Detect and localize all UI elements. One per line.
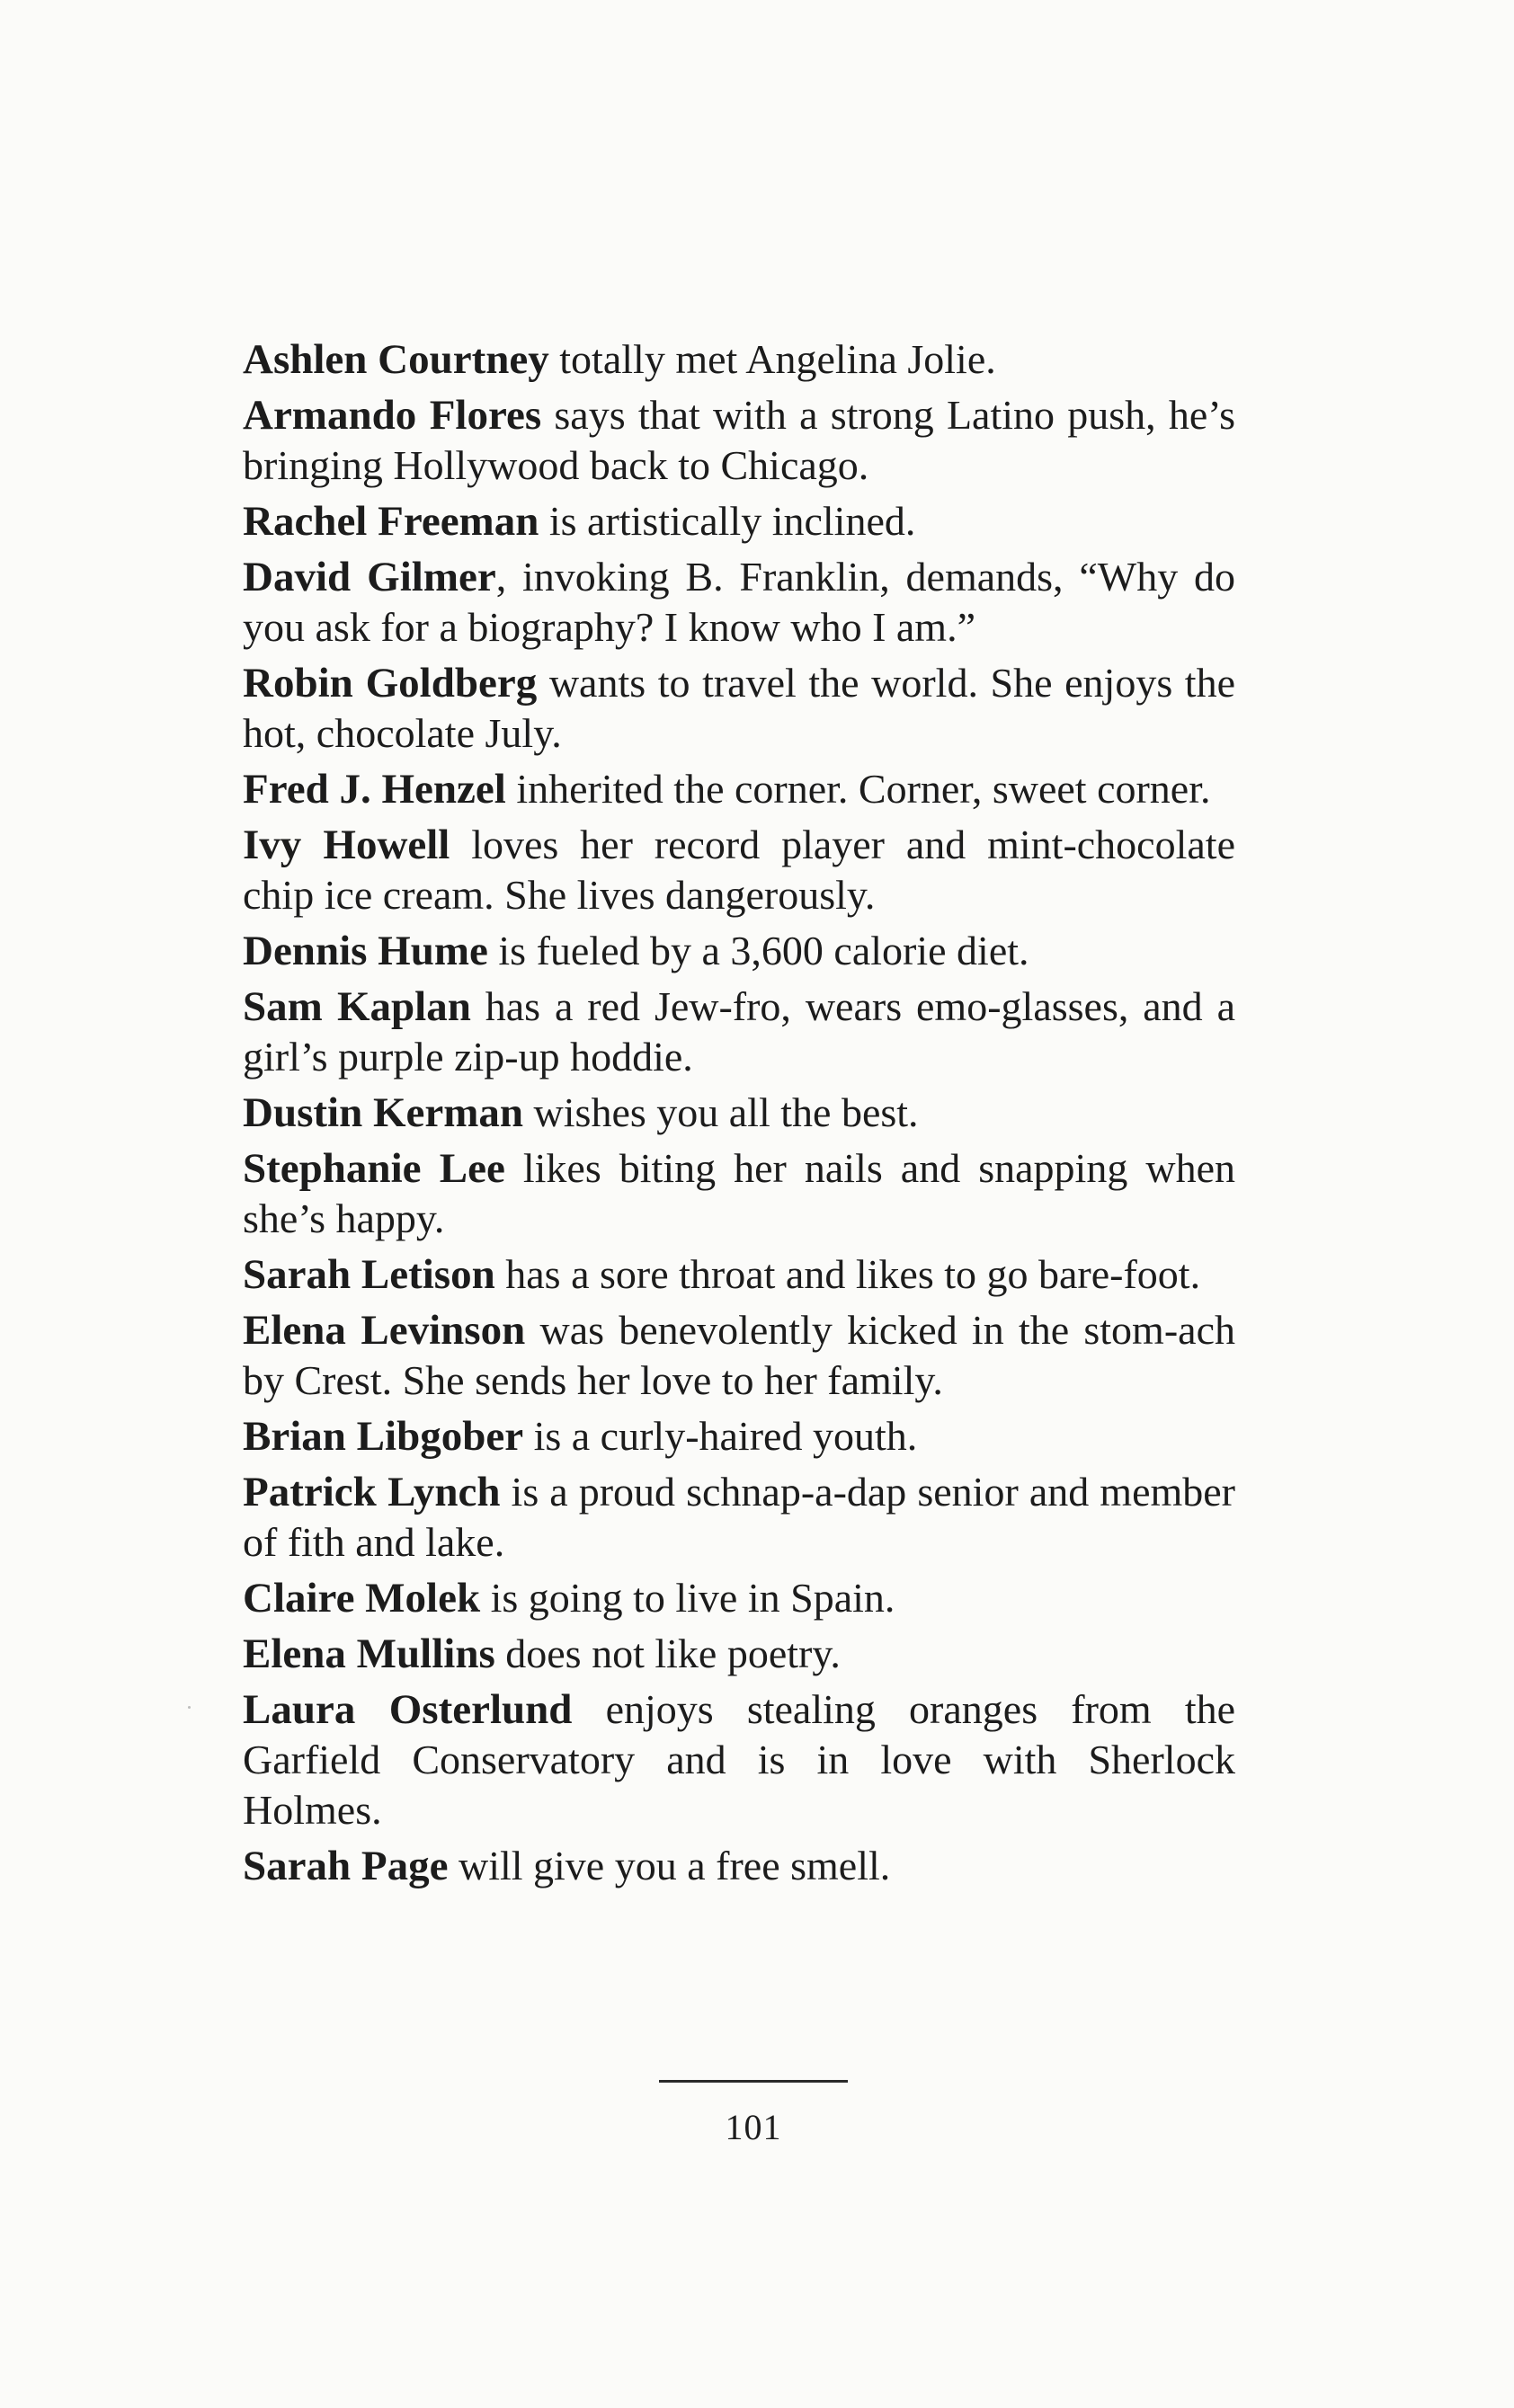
bio-entry [243,334,1235,385]
bio-entry [243,764,1235,814]
bio-name: Elena Mullins [243,1631,495,1677]
paper-speck [188,1706,191,1709]
bio-entry [243,390,1235,491]
bio-entry [243,1684,1235,1835]
bio-name: David Gilmer [243,554,496,600]
bio-name: Ivy Howell [243,822,450,868]
bio-name: Sam Kaplan [243,983,471,1030]
bio-name: Patrick Lynch [243,1469,501,1515]
bio-text: does not like poetry. [494,1631,841,1676]
bio-name: Dustin Kerman [243,1089,524,1136]
bio-text: is a curly-haired youth. [523,1413,918,1459]
bio-entry [243,496,1235,546]
bio-name: Armando Flores [243,392,542,439]
bio-entry [243,982,1235,1082]
bio-entry [243,1143,1235,1244]
bio-name: Stephanie Lee [243,1145,505,1192]
bio-text: inherited the corner. Corner, sweet corner. [505,766,1211,812]
bio-entry [243,820,1235,920]
bio-name: Laura Osterlund [243,1686,573,1733]
bio-entry [243,1305,1235,1406]
page-number: 101 [725,2107,782,2147]
bio-entry [243,1411,1235,1462]
bio-text: has a red Jew-fro, wears emo-glasses, and a girl’s purple zip-up hoddie. [243,983,1235,1080]
bio-text: has a sore throat and likes to go bare-foot. [494,1251,1201,1297]
bio-entry [243,1573,1235,1623]
bio-entry [243,1088,1235,1138]
bio-name: Brian Libgober [243,1413,524,1460]
bio-text: likes biting her nails and snapping when she’s happy. [243,1145,1235,1241]
bio-text: says that with a strong Latino push, he’s bringing Hollywood back to Chicago. [243,392,1235,488]
bio-entry [243,1249,1235,1300]
bio-name: Dennis Hume [243,928,488,974]
bio-entry [243,1467,1235,1568]
bio-text: enjoys stealing oranges from the Garfield Conservatory and is in love with Sherlock Holmes. [243,1686,1236,1833]
bio-text: is artistically inclined. [539,498,916,544]
bio-name: Robin Goldberg [243,660,538,706]
bio-name: Fred J. Henzel [243,766,506,813]
bio-entry [243,658,1235,759]
bio-text: loves her record player and mint-chocolate chip ice cream. She lives dangerously. [243,822,1235,918]
bio-text: is fueled by a 3,600 calorie diet. [487,928,1029,973]
bio-text: is a proud schnap-a-dap senior and member of fith and lake. [243,1469,1235,1565]
bio-name: Elena Levinson [243,1307,526,1354]
bio-text: will give you a free smell. [448,1843,891,1888]
bio-text: wishes you all the best. [523,1089,919,1135]
biography-list [243,334,1235,1897]
bio-name: Sarah Letison [243,1251,495,1298]
bio-text: , invoking B. Franklin, demands, “Why do you ask for a biography? I know who I am.” [243,554,1235,650]
bio-entry [243,552,1235,653]
bio-text: was benevolently kicked in the stom-ach by Crest. She sends her love to her family. [243,1307,1235,1403]
bio-text: wants to travel the world. She enjoys the hot, chocolate July. [243,660,1235,756]
bio-name: Ashlen Courtney [243,336,549,383]
bio-name: Sarah Page [243,1843,449,1889]
bio-entry [243,1629,1235,1679]
bio-text: totally met Angelina Jolie. [548,336,996,382]
bio-name: Claire Molek [243,1575,481,1622]
bio-text: is going to live in Spain. [480,1575,895,1621]
bio-entry [243,1841,1235,1891]
footer-rule [659,2080,848,2083]
bio-name: Rachel Freeman [243,498,539,545]
bio-entry [243,926,1235,976]
